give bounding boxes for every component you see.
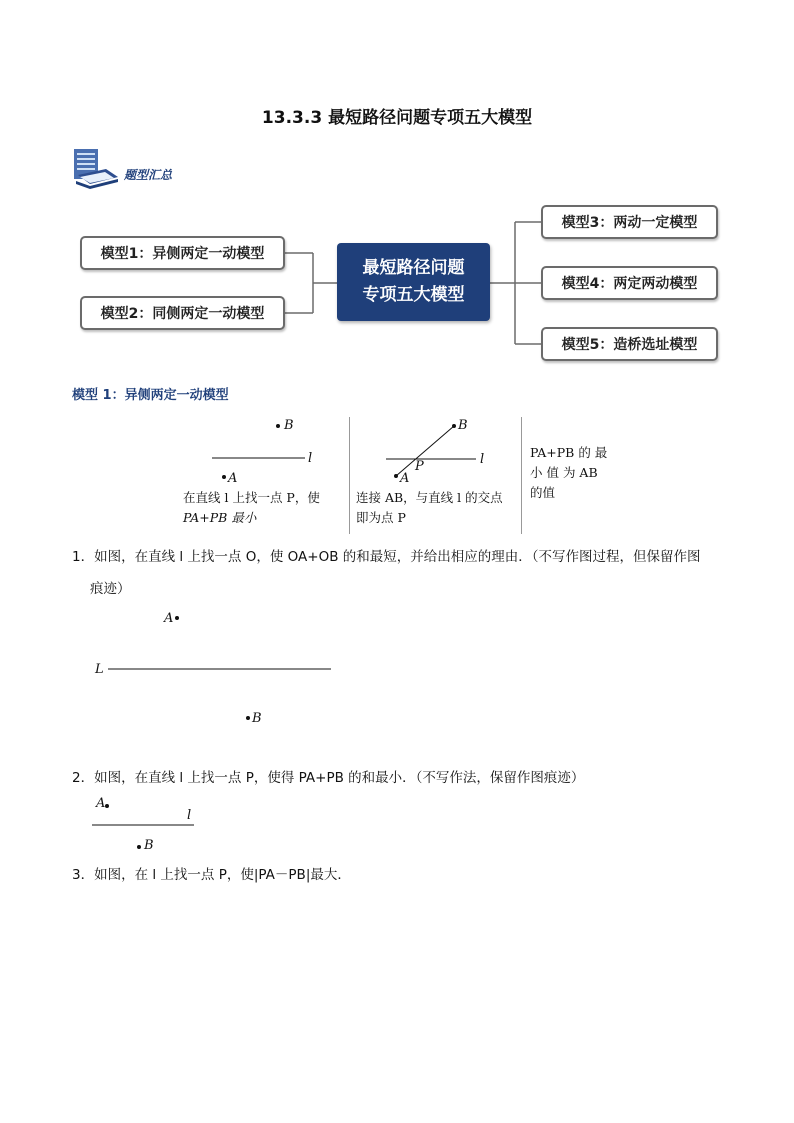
mindmap-node-model3: 模型3：两动一定模型: [541, 205, 718, 239]
model1-cell2-text2: 即为点 P: [356, 510, 406, 525]
question-3-line1: 3．如图，在 l 上找一点 P，使|PA－PB|最大．: [72, 867, 351, 883]
model1-cell3-line2: 小 值 为 AB: [530, 465, 598, 480]
line-L-label: L: [95, 662, 104, 677]
mindmap-center-line1: 最短路径问题: [362, 258, 465, 278]
line-l-label: l: [187, 808, 192, 823]
model1-heading: 模型 1：异侧两定一动模型: [72, 388, 229, 403]
mindmap-node-model4: 模型4：两定两动模型: [541, 266, 718, 300]
line-l-label: l: [480, 452, 485, 467]
point-A-label: A: [400, 471, 410, 486]
point-P-label: P: [415, 459, 424, 474]
model1-cell3-line1: PA+PB 的 最: [530, 445, 608, 460]
point-A-label: A: [164, 611, 174, 626]
point-A-label: A: [96, 796, 106, 811]
mindmap-node-model2: 模型2：同侧两定一动模型: [80, 296, 285, 330]
point-B-label: B: [144, 838, 154, 853]
question-1-line2: 痕迹）: [90, 581, 131, 597]
line-l-label: l: [308, 451, 313, 466]
model1-cell1-text: 在直线 l 上找一点 P，使: [183, 490, 320, 505]
point-B-label: B: [252, 711, 262, 726]
mindmap-node-model1: 模型1：异侧两定一动模型: [80, 236, 285, 270]
page-title: 13.3.3 最短路径问题专项五大模型: [261, 108, 533, 128]
question-1-line1: 1．如图，在直线 l 上找一点 O，使 OA+OB 的和最短，并给出相应的理由．（不写作图过程，但保留作图: [72, 549, 701, 565]
point-B-label: B: [284, 418, 294, 433]
mindmap-center-line2: 专项五大模型: [362, 285, 465, 305]
mindmap-node-model5: 模型5：造桥选址模型: [541, 327, 718, 361]
question-2-line1: 2．如图，在直线 l 上找一点 P，使得 PA+PB 的和最小．（不写作法，保留作图痕迹）: [72, 770, 585, 786]
point-A-label: A: [228, 471, 238, 486]
section-label: 题型汇总: [124, 168, 173, 182]
model1-cell2-text: 连接 AB，与直线 l 的交点: [356, 490, 503, 505]
point-B-label: B: [458, 418, 468, 433]
model1-cell1-text2: PA+PB 最小: [183, 510, 257, 525]
model1-cell3-line3: 的值: [530, 485, 556, 500]
